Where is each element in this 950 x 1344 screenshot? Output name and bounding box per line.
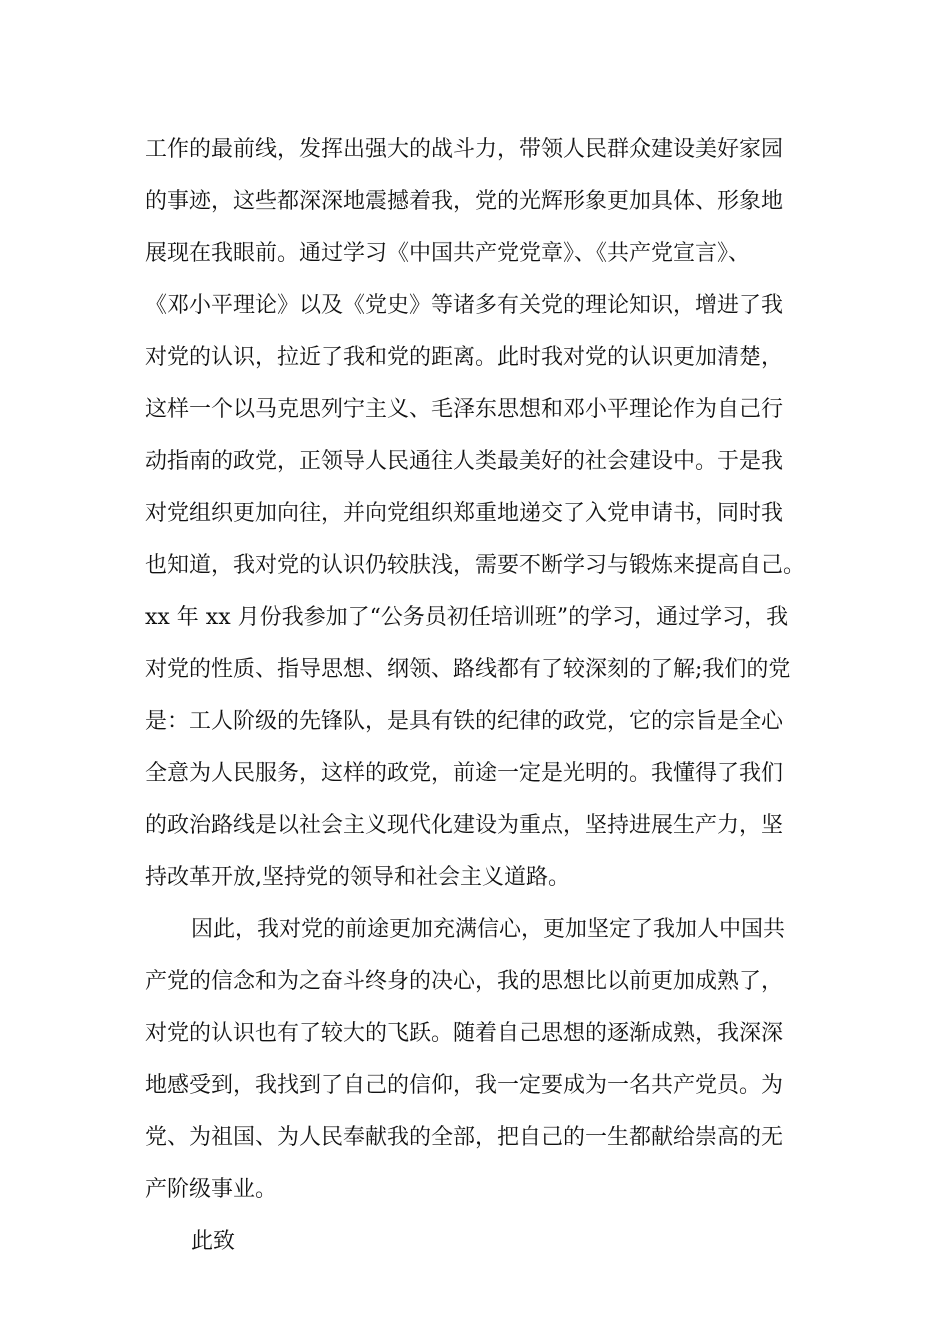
text-line: 地感受到，我找到了自己的信仰，我一定要成为一名共产党员。为 — [145, 1073, 784, 1098]
text-line: 动指南的政党，正领导人民通往人类最美好的社会建设中。于是我 — [145, 449, 784, 474]
text-line: 对党的认识也有了较大的飞跃。随着自己思想的逐渐成熟，我深深 — [145, 1021, 784, 1046]
text-line: 《邓小平理论》以及《党史》等诸多有关党的理论知识，增进了我 — [145, 293, 784, 318]
paragraph-2 — [145, 904, 835, 1216]
text-line: 产阶级事业。 — [145, 1177, 278, 1202]
text-line: 是：工人阶级的先锋队，是具有铁的纪律的政党，它的宗旨是全心 — [145, 709, 784, 734]
text-line: 的政治路线是以社会主义现代化建设为重点，坚持进展生产力，坚 — [145, 813, 784, 838]
text-line: 对党的性质、指导思想、纲领、路线都有了较深刻的了解;我们的党 — [145, 657, 791, 682]
text-line: 对党组织更加向往，并向党组织郑重地递交了入党申请书，同时我 — [145, 501, 784, 526]
text-line: 对党的认识，拉近了我和党的距离。此时我对党的认识更加清楚， — [145, 345, 784, 370]
document-body — [145, 124, 835, 1268]
text-line: 展现在我眼前。通过学习《中国共产党党章》、《共产党宣言》、 — [145, 241, 751, 266]
text-line: 的事迹，这些都深深地震撼着我，党的光辉形象更加具体、形象地 — [145, 189, 784, 214]
text-line: 党、为祖国、为人民奉献我的全部，把自己的一生都献给崇高的无 — [145, 1125, 784, 1150]
text-line: 这样一个以马克思列宁主义、毛泽东思想和邓小平理论作为自己行 — [145, 397, 784, 422]
text-line: xx 年 xx 月份我参加了“公务员初任培训班”的学习，通过学习，我 — [145, 605, 789, 630]
text-line: 也知道，我对党的认识仍较肤浅，需要不断学习与锻炼来提高自己。 — [145, 553, 806, 578]
paragraph-1 — [145, 124, 835, 904]
closing-salutation: 此致 — [191, 1229, 236, 1254]
text-line: 产党的信念和为之奋斗终身的决心，我的思想比以前更加成熟了， — [145, 969, 784, 994]
text-line: 因此，我对党的前途更加充满信心，更加坚定了我加人中国共 — [191, 917, 786, 942]
text-line: 工作的最前线，发挥出强大的战斗力，带领人民群众建设美好家园 — [145, 137, 784, 162]
text-line: 全意为人民服务，这样的政党，前途一定是光明的。我懂得了我们 — [145, 761, 784, 786]
text-line: 持改革开放,坚持党的领导和社会主义道路。 — [145, 865, 570, 890]
